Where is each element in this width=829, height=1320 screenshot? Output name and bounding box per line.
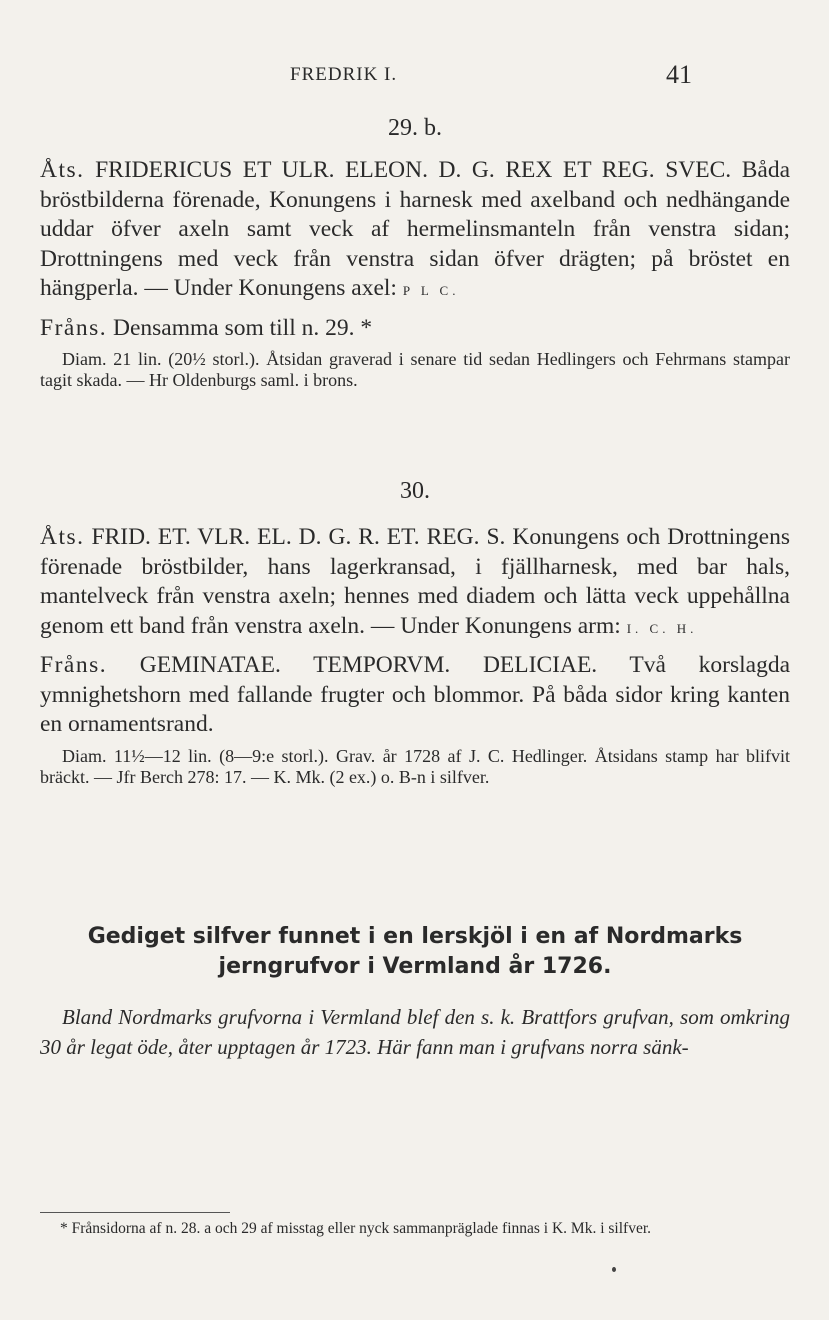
page-number: 41 [666, 60, 692, 89]
engraver-mark: I. C. H. [626, 620, 698, 636]
footnote: * Frånsidorna af n. 28. a och 29 af misstag eller nyck sammanpräglade finnas i K. Mk. i silfver. [60, 1220, 652, 1237]
obverse-description: Båda bröstbilderna förenade, Konungens i harnesk med axelband och nedhängande uddar öfver axeln samt veck af hermelinsmanteln från venstra sidan; Drottningens med veck från venstra sidan öfver drägten; på bröstet en hängperla. — Under Konungens axel: [40, 157, 791, 301]
print-speck [612, 1267, 616, 1272]
reverse-paragraph [40, 314, 790, 344]
running-head [0, 62, 829, 92]
reverse-text: GEMINATAE. TEMPORVM. DELICIAE. Två korslagda ymnighetshorn med fallande frugter och blommor. På båda sidor kring kanten en ornamentsrand. [40, 652, 790, 737]
reverse-label: Fråns. [40, 314, 108, 341]
running-title: FREDRIK I. [290, 64, 398, 85]
entry-notes: Diam. 11½—12 lin. (8—9:e storl.). Grav. år 1728 af J. C. Hedlinger. Åtsidans stamp har blifvit bräckt. — Jfr Berch 278: 17. — K. Mk. (2 ex.) o. B-n i silfver. [40, 745, 790, 787]
reverse-paragraph [40, 651, 790, 740]
entry-29b [40, 115, 790, 391]
entry-notes: Diam. 21 lin. (20½ storl.). Åtsidan graverad i senare tid sedan Hedlingers och Fehrmans stampar tagit skada. — Hr Oldenburgs saml. i brons. [40, 349, 790, 390]
engraver-mark: P L C. [402, 283, 460, 298]
entry-number: 29. b. [388, 115, 442, 141]
obverse-paragraph [40, 523, 790, 643]
entry-number: 30. [400, 478, 430, 504]
reverse-label: Fråns. [40, 652, 108, 678]
obverse-text: FRID. ET. VLR. EL. D. G. R. ET. REG. S. Konungens och Drottningens förenade bröstbilder, hans lagerkransad, i fjällharnesk, med bar hals, mantelveck från venstra axeln; hennes med diadem och lätta veck uppehållna genom ett band från venstra axeln. — Under Konungens arm: [40, 524, 790, 639]
obverse-label: Åts. [40, 524, 85, 550]
section [40, 922, 790, 1062]
section-body: Bland Nordmarks grufvorna i Vermland blef den s. k. Brattfors grufvan, som omkring 30 år legat öde, åter upptagen år 1723. Här fann man i grufvans norra sänk- [40, 1005, 790, 1059]
reverse-text: Densamma som till n. 29. * [112, 314, 373, 341]
footnote-rule [40, 1212, 230, 1213]
obverse-legend: FRIDERICUS ET ULR. ELEON. D. G. REX ET REG. SVEC. [95, 157, 732, 183]
section-heading: Gediget silfver funnet i en lerskjöl i en af Nordmarks jerngrufvor i Vermland år 1726. [87, 924, 743, 979]
entry-30 [40, 478, 790, 788]
obverse-paragraph [40, 156, 790, 306]
obverse-label: Åts. [40, 157, 85, 183]
